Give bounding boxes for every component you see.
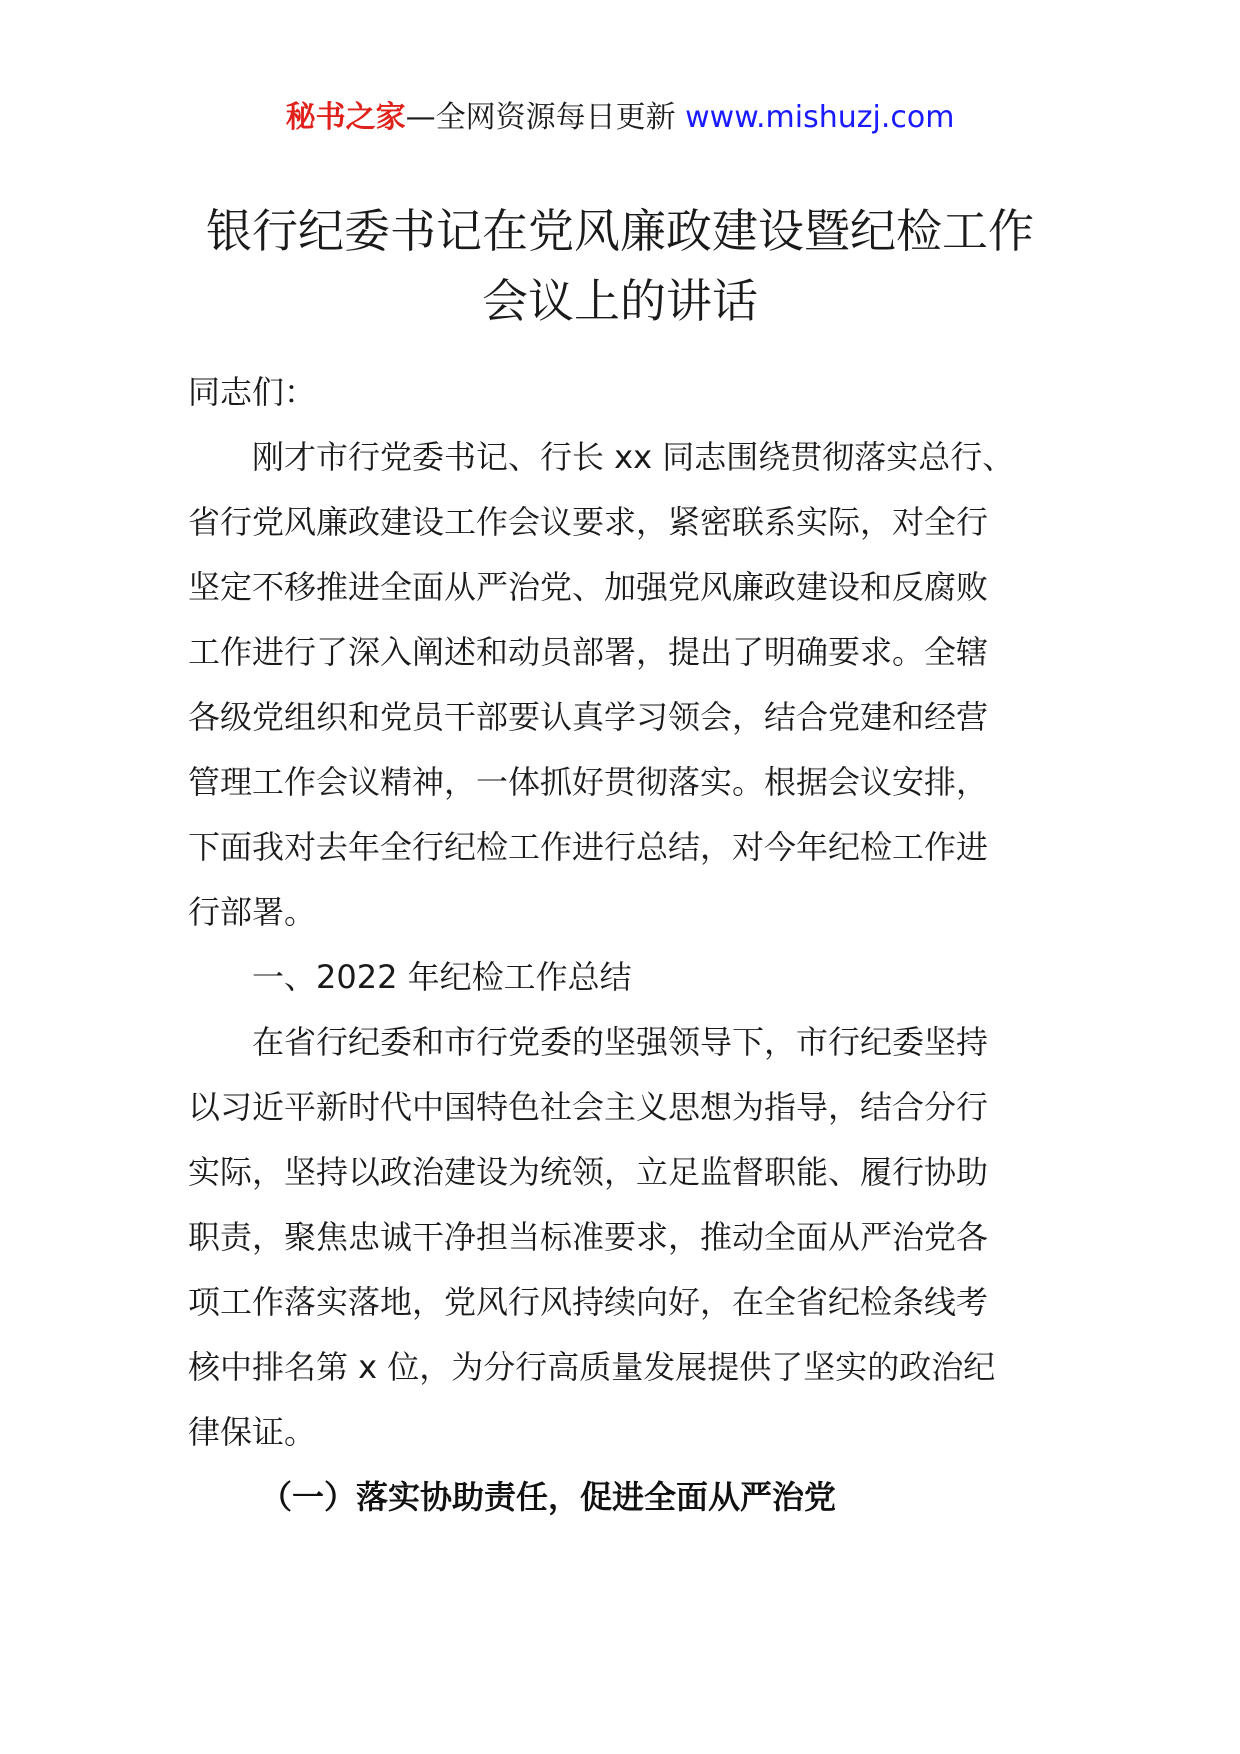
brand-name: 秘书之家 <box>285 100 406 135</box>
paragraph-intro <box>188 425 1052 945</box>
title-line-1: 银行纪委书记在党风廉政建设暨纪检工作 <box>206 204 1034 258</box>
paragraph-line: 管理工作会议精神，一体抓好贯彻落实。根据会议安排， <box>188 763 989 801</box>
paragraph-line: 职责，聚焦忠诚干净担当标准要求，推动全面从严治党各 <box>188 1218 989 1256</box>
salutation: 同志们： <box>188 373 317 411</box>
paragraph-line: 实际，坚持以政治建设为统领，立足监督职能、履行协助 <box>188 1153 989 1191</box>
paragraph-line: 省行党风廉政建设工作会议要求，紧密联系实际，对全行 <box>188 503 989 541</box>
document-title <box>150 196 1090 336</box>
site-url-link[interactable]: www.mishuzj.com <box>685 100 955 135</box>
paragraph-line: 以习近平新时代中国特色社会主义思想为指导，结合分行 <box>188 1088 989 1126</box>
paragraph-line: 项工作落实落地，党风行风持续向好，在全省纪检条线考 <box>188 1283 989 1321</box>
paragraph-line: 工作进行了深入阐述和动员部署，提出了明确要求。全辖 <box>188 633 989 671</box>
paragraph-line: 下面我对去年全行纪检工作进行总结，对今年纪检工作进 <box>188 828 989 866</box>
paragraph-line: 各级党组织和党员干部要认真学习领会，结合党建和经营 <box>188 698 989 736</box>
paragraph-line: 核中排名第 x 位，为分行高质量发展提供了坚实的政治纪 <box>188 1348 996 1386</box>
paragraph-line: 行部署。 <box>188 893 317 931</box>
subsection-heading: （一）落实协助责任，促进全面从严治党 <box>260 1478 837 1516</box>
paragraph-summary <box>188 1010 1052 1465</box>
paragraph-line: 刚才市行党委书记、行长 xx 同志围绕贯彻落实总行、 <box>252 438 1015 476</box>
paragraph-line: 坚定不移推进全面从严治党、加强党风廉政建设和反腐败 <box>188 568 989 606</box>
paragraph-line: 律保证。 <box>188 1413 317 1451</box>
section-heading: 一、2022 年纪检工作总结 <box>252 958 632 996</box>
paragraph-line: 在省行纪委和市行党委的坚强领导下，市行纪委坚持 <box>252 1023 989 1061</box>
header-slogan: —全网资源每日更新 <box>405 100 686 135</box>
header-banner <box>0 98 1240 138</box>
title-line-2: 会议上的讲话 <box>482 274 758 328</box>
